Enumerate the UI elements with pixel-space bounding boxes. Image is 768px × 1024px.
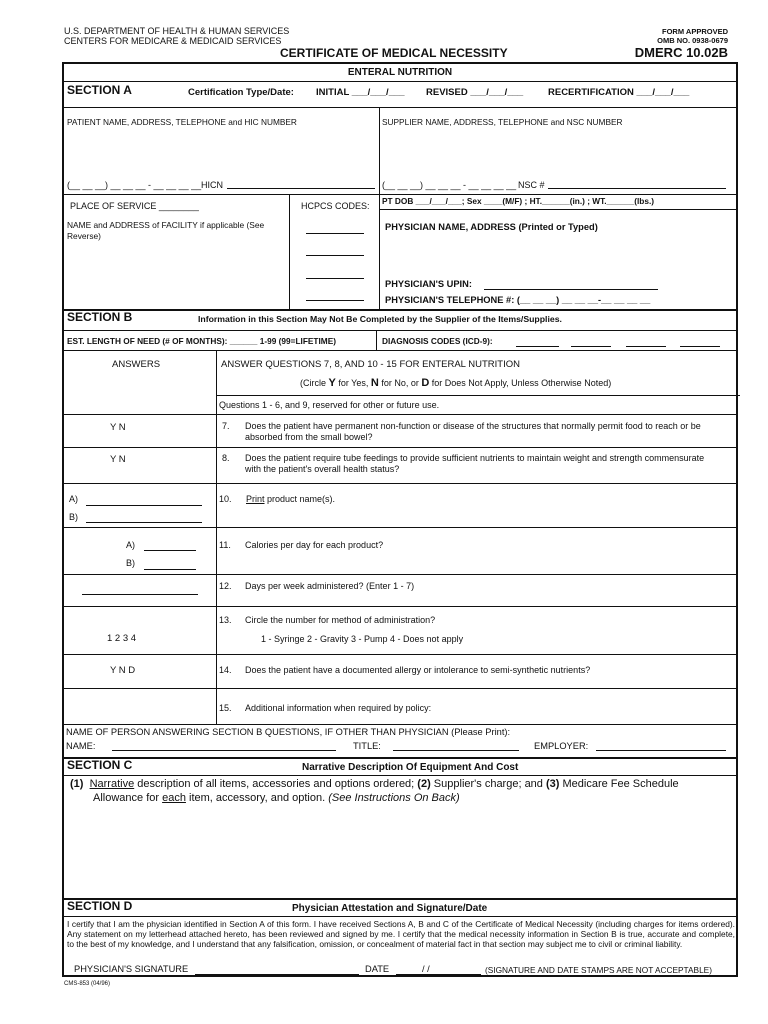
date-label: DATE — [365, 964, 390, 974]
recertification-date-field[interactable]: RECERTIFICATION ___/___/___ — [548, 87, 690, 98]
q13-method-options: 1 - Syringe 2 - Gravity 3 - Pump 4 - Does not apply — [261, 634, 464, 644]
q8-text: Does the patient require tube feedings to provide sufficient nutrients to maintain weight and strength commensurate with the patient's overall health status? — [245, 453, 705, 474]
hicn-label: HICN — [201, 180, 223, 190]
narrative-description-area[interactable] — [66, 808, 736, 896]
q12-text: Days per week administered? (Enter 1 - 7) — [245, 581, 415, 591]
form-title: CERTIFICATE OF MEDICAL NECESSITY — [280, 46, 508, 60]
hcpcs-code-1[interactable] — [306, 233, 364, 234]
physician-upin-field[interactable] — [484, 289, 658, 290]
hcpcs-code-2[interactable] — [306, 255, 364, 256]
agency-header — [64, 26, 289, 46]
title-field[interactable] — [393, 750, 519, 751]
hicn-field[interactable] — [227, 188, 375, 189]
signature-date-field[interactable] — [396, 974, 481, 975]
patient-phone-field[interactable]: (__ __ __) __ __ __ - __ __ __ __ — [67, 180, 202, 190]
agency-line-2: CENTERS FOR MEDICARE & MEDICAID SERVICES — [64, 36, 282, 46]
q15-text: Additional information when required by policy: — [245, 703, 432, 713]
stamps-note: (SIGNATURE AND DATE STAMPS ARE NOT ACCEPTABLE) — [485, 965, 712, 975]
section-b-info: Information in this Section May Not Be Completed by the Supplier of the Items/Supplies. — [198, 314, 562, 324]
q11-a-label: A) — [126, 540, 135, 550]
q14-number: 14. — [219, 665, 232, 675]
hcpcs-code-3[interactable] — [306, 278, 364, 279]
q13-text: Circle the number for method of administration? — [245, 615, 436, 625]
q10-a-field[interactable] — [86, 505, 202, 506]
circle-instructions: (Circle Y for Yes, N for No, or D for Does Not Apply, Unless Otherwise Noted) — [300, 377, 612, 389]
q11-text: Calories per day for each product? — [245, 540, 384, 550]
supplier-info-label: SUPPLIER NAME, ADDRESS, TELEPHONE and NSC NUMBER — [382, 117, 623, 127]
q11-b-field[interactable] — [144, 569, 196, 570]
name-field[interactable] — [112, 750, 336, 751]
nsc-label: NSC # — [518, 180, 545, 190]
physician-upin-label: PHYSICIAN'S UPIN: — [385, 279, 472, 289]
section-d-heading: Physician Attestation and Signature/Date — [292, 903, 488, 914]
agency-line-1: U.S. DEPARTMENT OF HEALTH & HUMAN SERVICES — [64, 26, 290, 36]
section-c-heading: Narrative Description Of Equipment And Cost — [302, 762, 519, 773]
patient-info-label: PATIENT NAME, ADDRESS, TELEPHONE and HIC NUMBER — [67, 117, 297, 127]
diagnosis-code-1[interactable] — [516, 346, 559, 347]
diagnosis-codes-label: DIAGNOSIS CODES (ICD-9): — [382, 336, 493, 346]
section-d-label: SECTION D — [67, 899, 133, 913]
answer-instructions: ANSWER QUESTIONS 7, 8, AND 10 - 15 FOR ENTERAL NUTRITION — [221, 359, 520, 370]
hcpcs-codes-label: HCPCS CODES: — [301, 201, 370, 211]
q10-b-label: B) — [69, 512, 78, 522]
form-frame — [62, 62, 738, 977]
q8-answer-options[interactable]: Y N — [110, 454, 126, 465]
physician-telephone-field[interactable]: PHYSICIAN'S TELEPHONE #: (__ __ __) __ __ __-__ __ __ __ — [385, 295, 651, 305]
q10-a-label: A) — [69, 494, 78, 504]
title-label: TITLE: — [353, 741, 381, 751]
hcpcs-code-4[interactable] — [306, 300, 364, 301]
q10-number: 10. — [219, 494, 232, 504]
employer-label: EMPLOYER: — [534, 741, 589, 751]
q15-number: 15. — [219, 703, 232, 713]
section-a-label: SECTION A — [67, 83, 132, 97]
q13-number: 13. — [219, 615, 232, 625]
q11-number: 11. — [219, 540, 231, 550]
patient-dob-sex-height-weight[interactable]: PT DOB ___/___/___; Sex ____(M/F) ; HT.______(in.) ; WT.______(lbs.) — [382, 196, 655, 206]
q14-answer-options[interactable]: Y N D — [110, 665, 136, 676]
q10-b-field[interactable] — [86, 522, 202, 523]
physician-signature-label: PHYSICIAN'S SIGNATURE — [74, 964, 189, 974]
form-footer: CMS-853 (04/96) — [64, 981, 111, 987]
person-answering-label: NAME OF PERSON ANSWERING SECTION B QUESTIONS, IF OTHER THAN PHYSICIAN (Please Print): — [66, 727, 511, 737]
form-approved-label: FORM APPROVED — [662, 27, 728, 36]
nsc-field[interactable] — [548, 188, 726, 189]
date-slashes: / / — [422, 964, 430, 974]
q11-a-field[interactable] — [144, 550, 196, 551]
reserved-questions-note: Questions 1 - 6, and 9, reserved for other or future use. — [219, 400, 440, 410]
q10-text: Print product name(s). — [246, 494, 336, 504]
q7-number: 7. — [222, 421, 230, 431]
q14-text: Does the patient have a documented allergy or intolerance to semi-synthetic nutrients? — [245, 665, 591, 675]
place-of-service-field[interactable]: PLACE OF SERVICE ________ — [70, 201, 199, 211]
initial-date-field[interactable]: INITIAL ___/___/___ — [316, 87, 405, 98]
certification-type-label: Certification Type/Date: — [188, 87, 294, 98]
q8-number: 8. — [222, 453, 230, 463]
section-c-instructions-line-2: Allowance for each item, accessory, and option. (See Instructions On Back) — [93, 792, 460, 804]
facility-label: NAME and ADDRESS of FACILITY if applicable (See Reverse) — [67, 220, 265, 241]
attestation-text: I certify that I am the physician identified in Section A of this form. I have received Sections A, B and C of the Certificate of Medical Necessity (including charges for items ordered). Any statement on my letterhead attached hereto, has been reviewed and signed by me. I certify that the medical necessity information in Section B is true, accurate and complete, to the best of my knowledge, and I understand that any falsification, omission, or concealment of material fact in that section may subject me to civil or criminal liability. — [67, 919, 735, 950]
q12-number: 12. — [219, 581, 232, 591]
section-c-instructions-line-1: (1) Narrative description of all items, accessories and options ordered; (2) Supplier's charge; and (3) Medicare Fee Schedule — [70, 778, 679, 790]
diagnosis-code-2[interactable] — [571, 346, 611, 347]
employer-field[interactable] — [596, 750, 726, 751]
length-of-need-field[interactable]: EST. LENGTH OF NEED (# OF MONTHS): ______ 1-99 (99=LIFETIME) — [67, 336, 337, 346]
form-number: DMERC 10.02B — [634, 45, 728, 60]
q7-answer-options[interactable]: Y N — [110, 422, 126, 433]
diagnosis-code-4[interactable] — [680, 346, 720, 347]
revised-date-field[interactable]: REVISED ___/___/___ — [426, 87, 524, 98]
form-approval — [657, 27, 728, 45]
q12-field[interactable] — [82, 594, 198, 595]
answers-heading: ANSWERS — [112, 359, 161, 370]
q11-b-label: B) — [126, 558, 135, 568]
supplier-phone-field[interactable]: (__ __ __) __ __ __ - __ __ __ __ — [382, 180, 517, 190]
name-label: NAME: — [66, 741, 96, 751]
physician-name-address-label: PHYSICIAN NAME, ADDRESS (Printed or Typed) — [385, 222, 598, 232]
omb-number: OMB NO. 0938-0679 — [657, 36, 728, 45]
section-c-label: SECTION C — [67, 758, 133, 772]
diagnosis-code-3[interactable] — [626, 346, 666, 347]
q7-text: Does the patient have permanent non-function or disease of the structures that normally permit food to reach or be absorbed from the small bowel? — [245, 421, 701, 442]
form-subtitle: ENTERAL NUTRITION — [347, 67, 453, 78]
section-b-label: SECTION B — [67, 310, 133, 324]
q13-answer-options[interactable]: 1 2 3 4 — [107, 633, 137, 644]
physician-signature-field[interactable] — [195, 974, 359, 975]
